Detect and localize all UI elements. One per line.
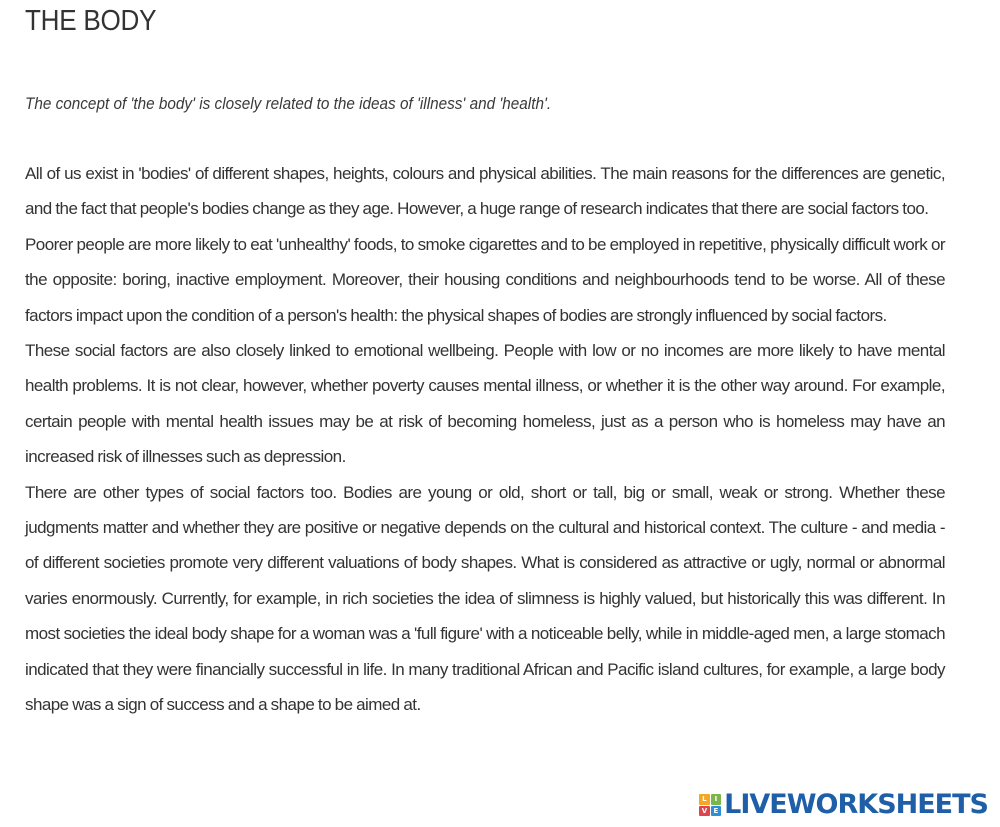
logo-text: LIVEWORKSHEETS [724, 789, 988, 820]
logo-mark-letter: V [699, 806, 710, 817]
body-text [25, 156, 945, 723]
liveworksheets-logo-icon [699, 794, 721, 816]
paragraph-1: All of us exist in 'bodies' of different shapes, heights, colours and physical abilities. The main reasons for the differences are genetic, and the fact that people's bodies change as they age. However, a huge range of research indicates that there are social factors too. [25, 164, 945, 219]
logo-mark-letter: I [711, 794, 722, 805]
logo-mark-letter: L [699, 794, 710, 805]
worksheet-page [25, 0, 945, 723]
paragraph-4: There are other types of social factors too. Bodies are young or old, short or tall, big or small, weak or strong. Whether these judgments matter and whether they are positive or negative depends on the cultural and historical context. The culture - and media - of different societies promote very different valuations of body shapes. What is considered as attractive or ugly, normal or abnormal varies enormously. Currently, for example, in rich societies the idea of slimness is highly valued, but historically this was different. In most societies the ideal body shape for a woman was a 'full figure' with a noticeable belly, while in middle-aged men, a large stomach indicated that they were financially successful in life. In many traditional African and Pacific island cultures, for example, a large body shape was a sign of success and a shape to be aimed at. [25, 482, 945, 715]
intro-sentence: The concept of 'the body' is closely related to the ideas of 'illness' and 'health'. [25, 94, 552, 113]
paragraph-2: Poorer people are more likely to eat 'unhealthy' foods, to smoke cigarettes and to be employed in repetitive, physically difficult work or the opposite: boring, inactive employment. Moreover, their housing conditions and neighbourhoods tend to be worse. All of these factors impact upon the condition of a person's health: the physical shapes of bodies are strongly influenced by social factors. [25, 234, 945, 325]
logo-mark-letter: E [711, 806, 722, 817]
paragraph-3: These social factors are also closely linked to emotional wellbeing. People with low or no incomes are more likely to have mental health problems. It is not clear, however, whether poverty causes mental illness, or whether it is the other way around. For example, certain people with mental health issues may be at risk of becoming homeless, just as a person who is homeless may have an increased risk of illnesses such as depression. [25, 341, 945, 467]
page-title: THE BODY [25, 5, 157, 37]
liveworksheets-logo[interactable] [699, 791, 988, 819]
